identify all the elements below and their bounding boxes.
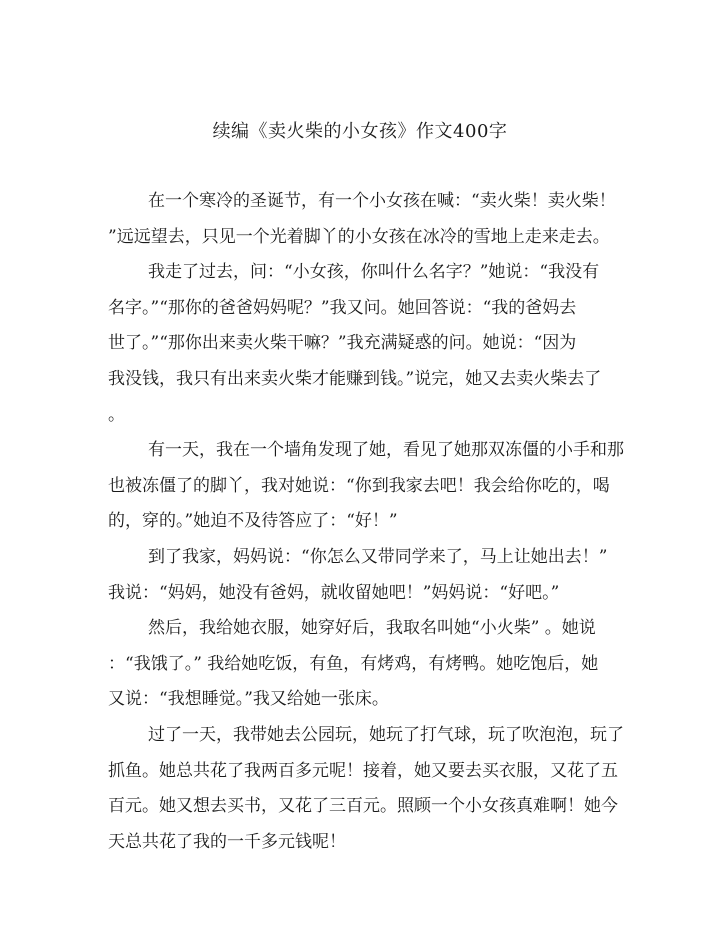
paragraph-line: 名字。”“那你的爸爸妈妈呢？”我又问。她回答说：“我的爸妈去 xyxy=(108,297,577,318)
paragraph-line: 到了我家，妈妈说：“你怎么又带同学来了，马上让她出去！” xyxy=(148,546,608,567)
paragraph-3 xyxy=(108,433,624,540)
paragraph-line: 我没钱，我只有出来卖火柴才能赚到钱。”说完，她又去卖火柴去了 xyxy=(108,368,602,389)
paragraph-line: 在一个寒冷的圣诞节，有一个小女孩在喊：“卖火柴！卖火柴！ xyxy=(148,191,616,211)
paragraph-line: 天总共花了我的一千多元钱呢！ xyxy=(108,831,346,852)
paragraph-line: 我说：“妈妈，她没有爸妈，就收留她吧！”妈妈说：“好吧。” xyxy=(108,582,560,603)
paragraph-line: 。 xyxy=(108,404,125,425)
paragraph-line: 也被冻僵了的脚丫，我对她说：“你到我家去吧！我会给你吃的，喝 xyxy=(108,475,610,496)
paragraph-line: 的，穿的。”她迫不及待答应了：“好！” xyxy=(108,511,398,532)
paragraph-line: 有一天，我在一个墙角发现了她，看见了她那双冻僵的小手和那 xyxy=(148,440,624,461)
paragraph-line: 百元。她又想去买书，又花了三百元。照顾一个小女孩真难啊！她今 xyxy=(108,796,618,817)
document-title: 续编《卖火柴的小女孩》作文400字 xyxy=(212,121,508,142)
paragraph-5 xyxy=(108,611,612,718)
paragraph-line: ”远远望去，只见一个光着脚丫的小女孩在冰冷的雪地上走来走去。 xyxy=(108,226,610,247)
paragraph-4 xyxy=(108,540,612,611)
paragraph-line: ：“我饿了。” 我给她吃饭，有鱼，有烤鸡，有烤鸭。她吃饱后，她 xyxy=(108,653,599,674)
paragraph-1 xyxy=(108,184,616,255)
paragraph-6 xyxy=(108,718,624,860)
paragraph-2 xyxy=(108,255,612,433)
paragraph-line: 我走了过去，问：“小女孩，你叫什么名字？”她说：“我没有 xyxy=(148,262,600,283)
paragraph-line: 然后，我给她衣服，她穿好后，我取名叫她“小火柴” 。她说 xyxy=(148,618,596,639)
paragraph-line: 抓鱼。她总共花了我两百多元呢！接着，她又要去买衣服，又花了五 xyxy=(108,760,618,781)
paragraph-line: 过了一天，我带她去公园玩，她玩了打气球，玩了吹泡泡，玩了 xyxy=(148,724,624,745)
document-body xyxy=(108,184,624,860)
paragraph-line: 又说：“我想睡觉。”我又给她一张床。 xyxy=(108,689,389,710)
paragraph-line: 世了。”“那你出来卖火柴干嘛？”我充满疑惑的问。她说：“因为 xyxy=(108,333,577,354)
